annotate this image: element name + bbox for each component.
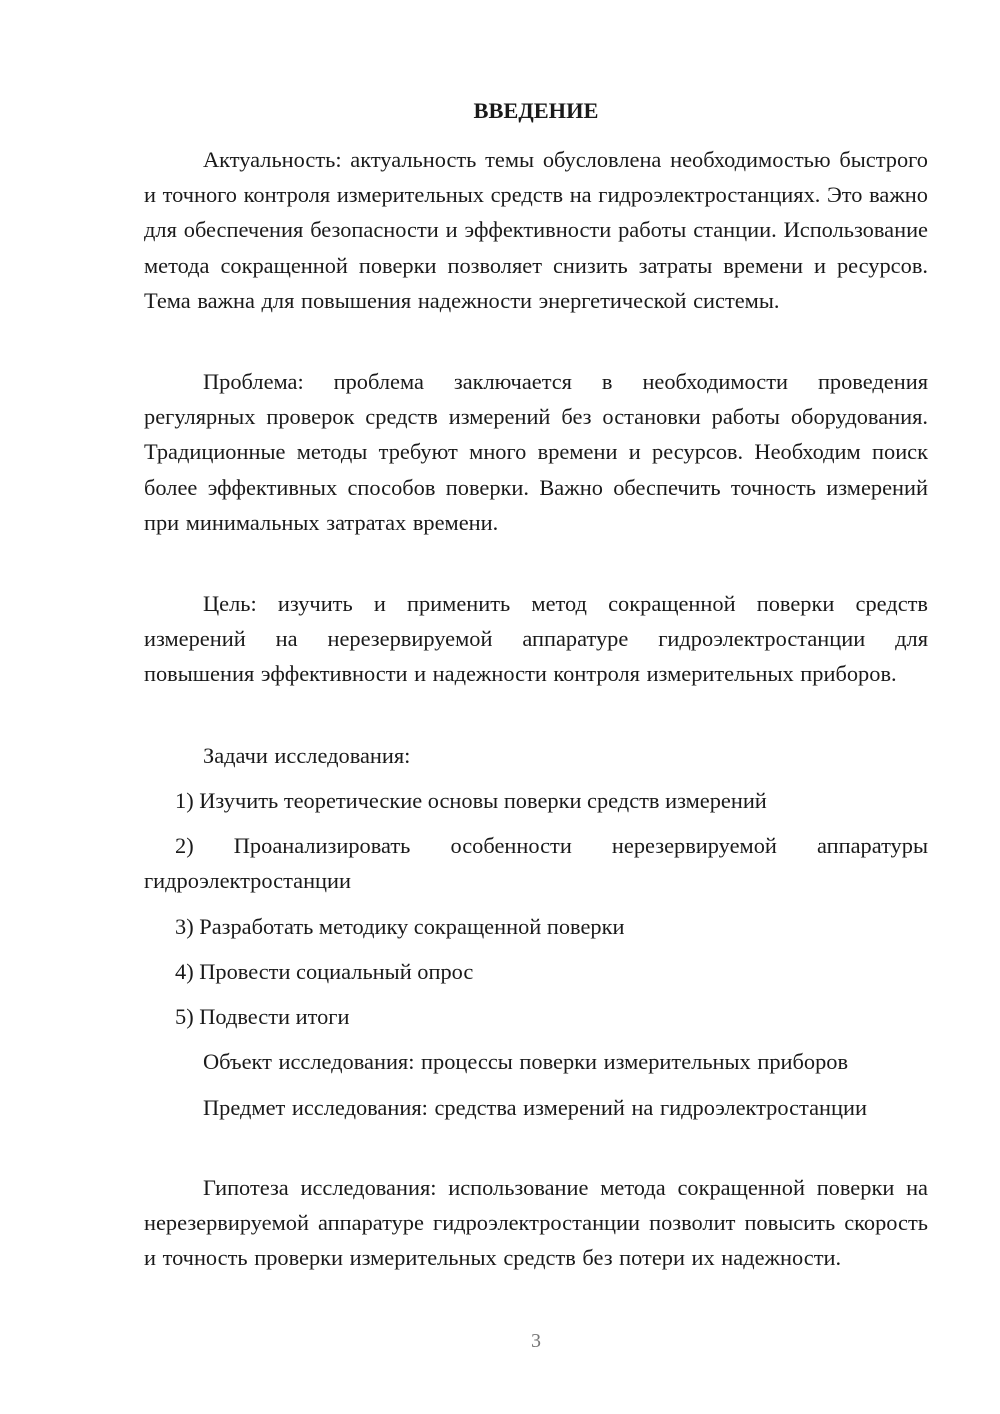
list-item: 1) Изучить теоретические основы поверки средств измерений bbox=[175, 788, 767, 813]
paragraph-relevance: Актуальность: актуальность темы обусловлена необходимостью быстрого и точного контроля измерительных средств на гидроэлектростанциях. Это важно для обеспечения безопасности и эффективности работы станции. Использование метода сокращенной поверки позволяет снизить затраты времени и ресурсов. Тема важна для повышения надежности энергетической системы. bbox=[144, 147, 928, 313]
tasks-heading: Задачи исследования: bbox=[203, 743, 411, 768]
paragraph-object: Объект исследования: процессы поверки измерительных приборов bbox=[203, 1049, 849, 1074]
page-title: ВВЕДЕНИЕ bbox=[473, 98, 599, 123]
paragraph-problem: Проблема: проблема заключается в необходимости проведения регулярных проверок средств измерений без остановки работы оборудования. Традиционные методы требуют много времени и ресурсов. Необходим поиск более эффективных способов поверки. Важно обеспечить точность измерений при минимальных затратах времени. bbox=[144, 369, 928, 535]
list-item: 3) Разработать методику сокращенной поверки bbox=[175, 914, 625, 939]
paragraph-subject: Предмет исследования: средства измерений на гидроэлектростанции bbox=[203, 1095, 867, 1120]
list-item: 2) Проанализировать особенности нерезервируемой аппаратуры гидроэлектростанции bbox=[144, 833, 928, 894]
list-item: 4) Провести социальный опрос bbox=[175, 959, 474, 984]
list-item: 5) Подвести итоги bbox=[175, 1004, 350, 1029]
page-number: 3 bbox=[531, 1330, 541, 1352]
paragraph-goal: Цель: изучить и применить метод сокращенной поверки средств измерений на нерезервируемой аппаратуре гидроэлектростанции для повышения эффективности и надежности контроля измерительных приборов. bbox=[144, 591, 928, 687]
paragraph-hypothesis: Гипотеза исследования: использование метода сокращенной поверки на нерезервируемой аппаратуре гидроэлектростанции позволит повысить скорость и точность проверки измерительных средств без потери их надежности. bbox=[144, 1175, 928, 1271]
